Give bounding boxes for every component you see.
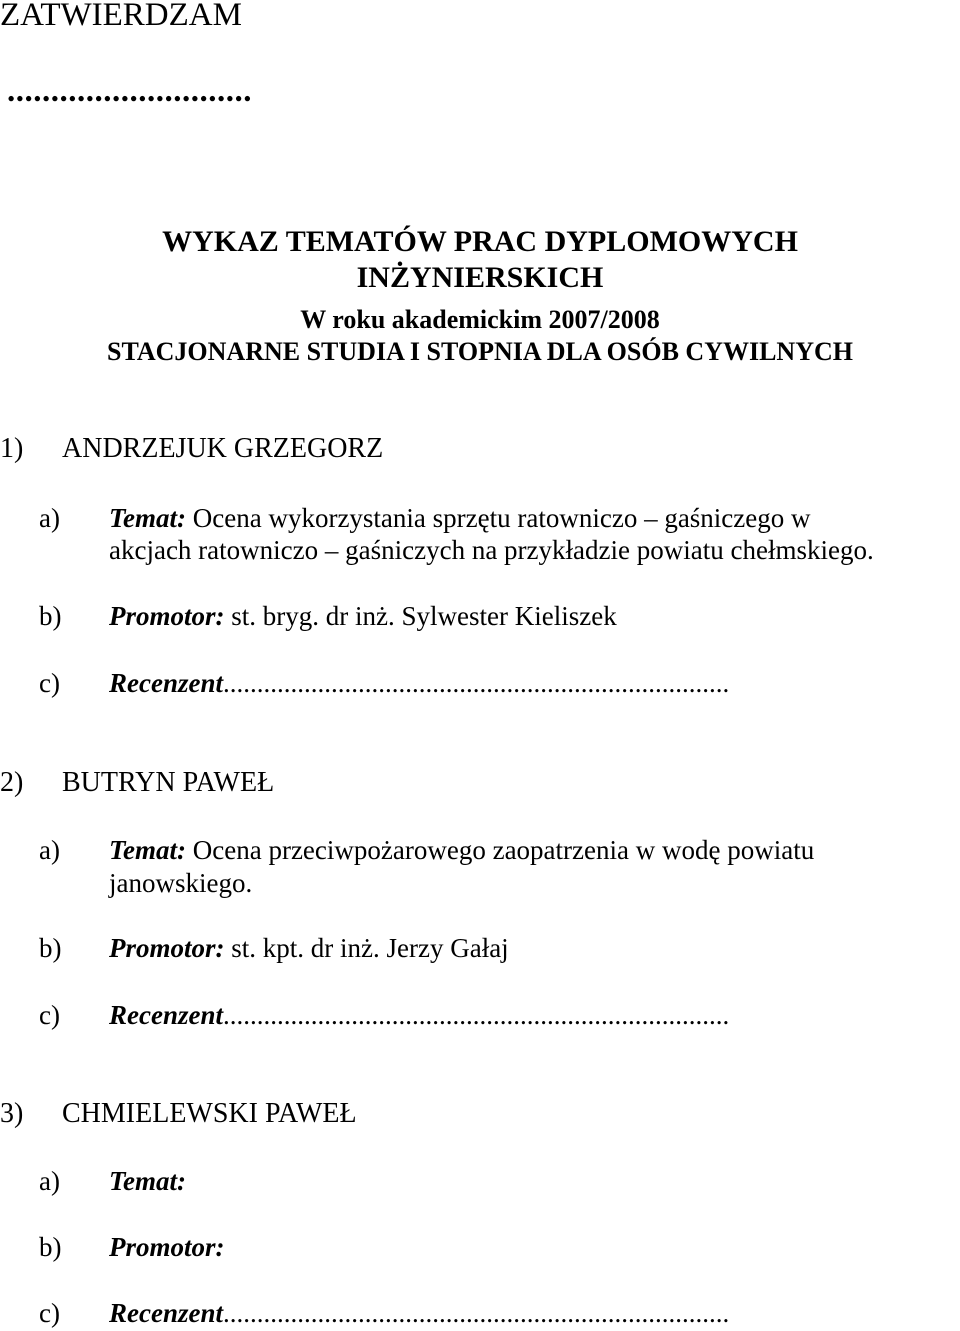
topic-line — [109, 833, 814, 867]
approval-title: ZATWIERDZAM — [0, 0, 242, 33]
promoter-line — [109, 599, 617, 633]
document-title: WYKAZ TEMATÓW PRAC DYPLOMOWYCH — [162, 225, 798, 258]
promoter-name: st. kpt. dr inż. Jerzy Gałaj — [224, 933, 509, 963]
reviewer-label: Recenzent — [109, 1298, 223, 1328]
promoter-label: Promotor: — [109, 933, 225, 963]
topic-marker: a) — [39, 503, 60, 533]
reviewer-line — [109, 998, 729, 1032]
signature-line: ............................ — [7, 73, 252, 109]
promoter-line — [109, 931, 509, 965]
topic-label: Temat: — [109, 503, 186, 533]
topic-text: Ocena przeciwpożarowego zaopatrzenia w wodę powiatu — [186, 835, 815, 865]
reviewer-blank: ........................................................................... — [223, 668, 730, 698]
topic-line — [109, 501, 811, 535]
topic-label: Temat: — [109, 835, 186, 865]
reviewer-label: Recenzent — [109, 668, 223, 698]
reviewer-blank: ........................................................................... — [223, 1298, 730, 1328]
topic-label: Temat: — [109, 1166, 186, 1196]
reviewer-line — [109, 666, 729, 700]
topic-line — [109, 1164, 186, 1198]
student-name: ANDRZEJUK GRZEGORZ — [62, 433, 384, 464]
topic-text-continued: janowskiego. — [109, 868, 253, 898]
reviewer-marker: c) — [39, 1000, 60, 1030]
topic-text-continued: akcjach ratowniczo – gaśniczych na przykładzie powiatu chełmskiego. — [109, 535, 874, 565]
student-number: 1) — [0, 433, 24, 464]
topic-text: Ocena wykorzystania sprzętu ratowniczo – gaśniczego w — [186, 503, 811, 533]
student-number: 2) — [0, 767, 24, 798]
student-name: CHMIELEWSKI PAWEŁ — [62, 1098, 357, 1129]
promoter-marker: b) — [39, 601, 62, 631]
document-title-line2: INŻYNIERSKICH — [356, 261, 604, 294]
reviewer-label: Recenzent — [109, 1000, 223, 1030]
topic-marker: a) — [39, 1166, 60, 1196]
promoter-marker: b) — [39, 1232, 62, 1262]
promoter-marker: b) — [39, 933, 62, 963]
promoter-label: Promotor: — [109, 1232, 225, 1262]
study-type: STACJONARNE STUDIA I STOPNIA DLA OSÓB CYWILNYCH — [107, 337, 853, 366]
reviewer-blank: ........................................................................... — [223, 1000, 730, 1030]
academic-year: W roku akademickim 2007/2008 — [300, 305, 660, 334]
promoter-name: st. bryg. dr inż. Sylwester Kieliszek — [224, 601, 617, 631]
reviewer-marker: c) — [39, 1298, 60, 1328]
topic-marker: a) — [39, 835, 60, 865]
promoter-line — [109, 1230, 225, 1264]
reviewer-line — [109, 1296, 729, 1330]
promoter-label: Promotor: — [109, 601, 225, 631]
reviewer-marker: c) — [39, 668, 60, 698]
student-name: BUTRYN PAWEŁ — [62, 767, 275, 798]
student-number: 3) — [0, 1098, 24, 1129]
